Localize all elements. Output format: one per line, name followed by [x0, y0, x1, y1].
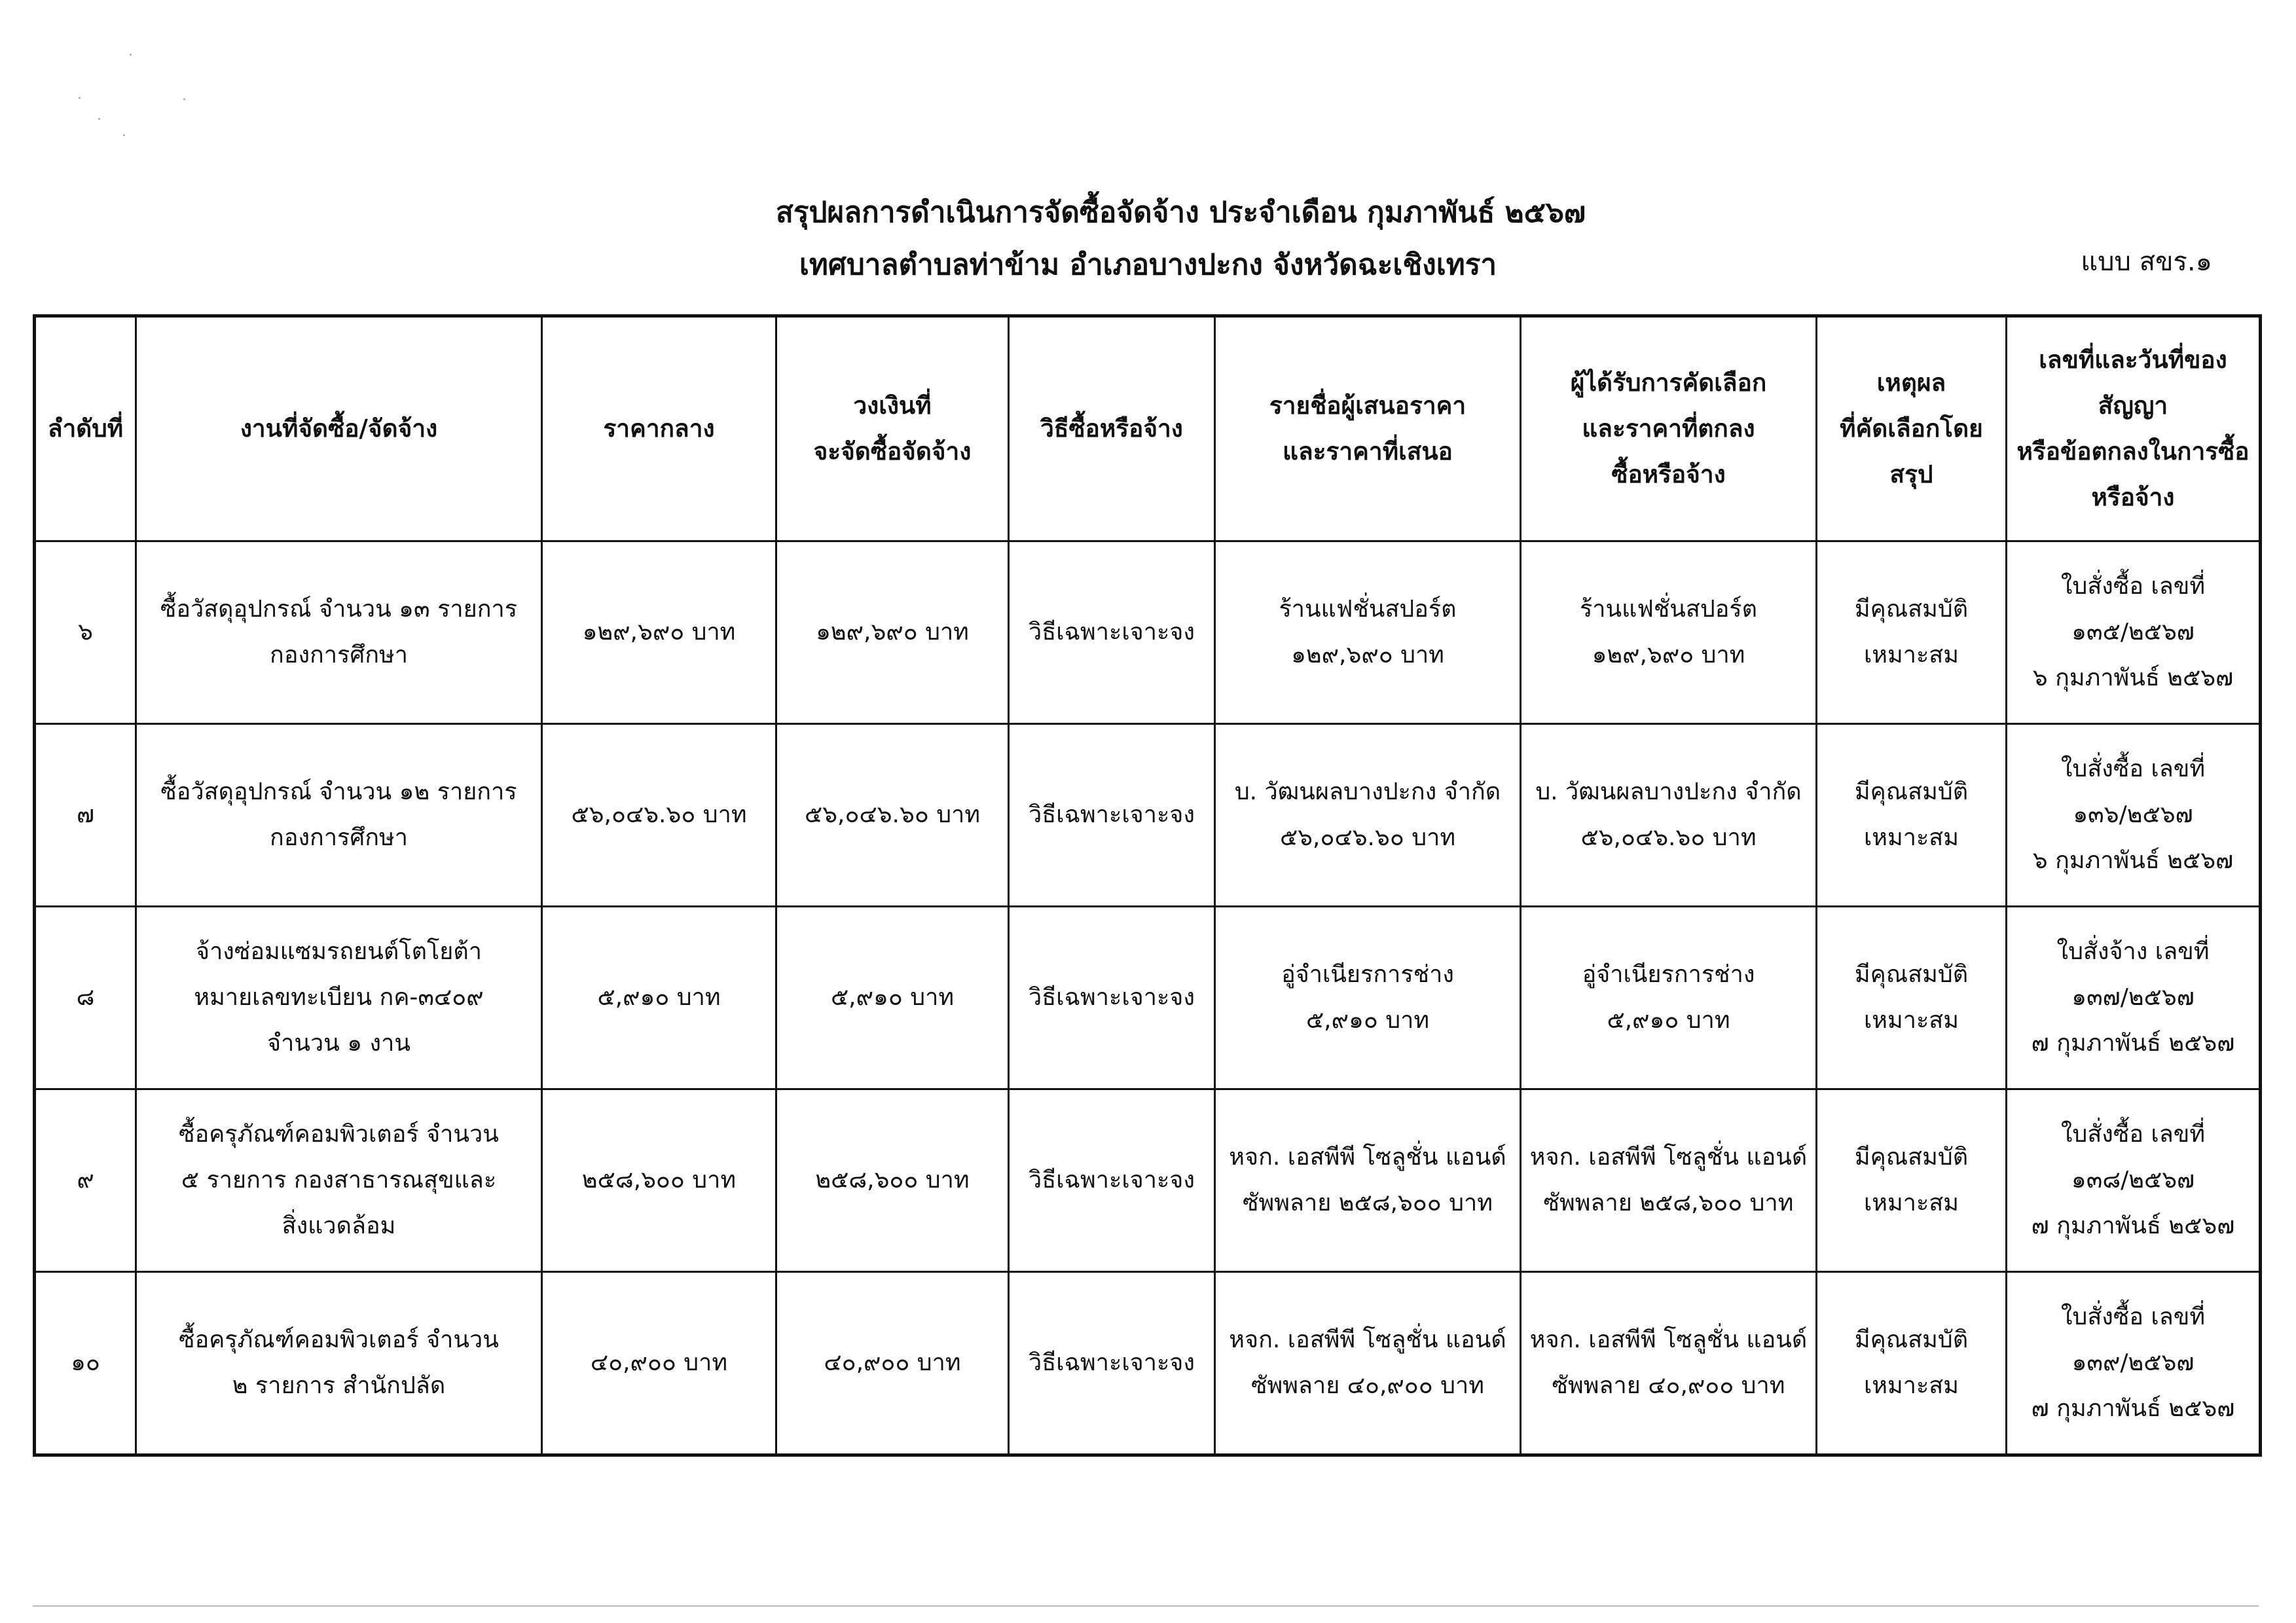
cell-median-price: ๕๖,๐๔๖.๖๐ บาท [542, 724, 776, 907]
cell-winner: หจก. เอสพีพี โซลูชั่น แอนด์ ซัพพลาย ๒๕๘,๖๐๐ บาท [1521, 1089, 1817, 1272]
table-row [35, 541, 2261, 724]
header-cell-contract: เลขที่และวันที่ของ สัญญา หรือข้อตกลงในการซื้อ หรือจ้าง [2007, 316, 2261, 541]
cell-bidders: หจก. เอสพีพี โซลูชั่น แอนด์ ซัพพลาย ๒๕๘,๖๐๐ บาท [1215, 1089, 1521, 1272]
document-title: สรุปผลการดำเนินการจัดซื้อจัดจ้าง ประจำเดือน กุมภาพันธ์ ๒๕๖๗ [776, 196, 1586, 229]
cell-method: วิธีเฉพาะเจาะจง [1009, 1089, 1215, 1272]
cell-winner: หจก. เอสพีพี โซลูชั่น แอนด์ ซัพพลาย ๔๐,๙๐๐ บาท [1521, 1272, 1817, 1455]
cell-no: ๙ [35, 1089, 136, 1272]
cell-no: ๖ [35, 541, 136, 724]
scan-speck [130, 54, 132, 56]
cell-item: จ้างซ่อมแซมรถยนต์โตโยต้า หมายเลขทะเบียน กค-๓๔๐๙ จำนวน ๑ งาน [136, 907, 542, 1089]
cell-item: ซื้อครุภัณฑ์คอมพิวเตอร์ จำนวน ๕ รายการ กองสาธารณสุขและ สิ่งแวดล้อม [136, 1089, 542, 1272]
cell-median-price: ๔๐,๙๐๐ บาท [542, 1272, 776, 1455]
cell-budget: ๒๕๘,๖๐๐ บาท [776, 1089, 1009, 1272]
table-row [35, 907, 2261, 1089]
cell-no: ๗ [35, 724, 136, 907]
scan-speck [183, 98, 185, 100]
cell-method: วิธีเฉพาะเจาะจง [1009, 907, 1215, 1089]
cell-reason: มีคุณสมบัติ เหมาะสม [1817, 541, 2007, 724]
table-row [35, 724, 2261, 907]
header-cell-median-price: ราคากลาง [542, 316, 776, 541]
cell-contract: ใบสั่งซื้อ เลขที่ ๑๓๖/๒๕๖๗ ๖ กุมภาพันธ์ ๒๕๖๗ [2007, 724, 2261, 907]
cell-reason: มีคุณสมบัติ เหมาะสม [1817, 724, 2007, 907]
cell-method: วิธีเฉพาะเจาะจง [1009, 724, 1215, 907]
procurement-table [33, 314, 2262, 1457]
cell-contract: ใบสั่งซื้อ เลขที่ ๑๓๙/๒๕๖๗ ๗ กุมภาพันธ์ ๒๕๖๗ [2007, 1272, 2261, 1455]
table-row [35, 1272, 2261, 1455]
scan-speck [79, 97, 81, 99]
cell-median-price: ๕,๙๑๐ บาท [542, 907, 776, 1089]
table-header-row [35, 316, 2261, 541]
cell-median-price: ๑๒๙,๖๙๐ บาท [542, 541, 776, 724]
cell-bidders: บ. วัฒนผลบางปะกง จำกัด ๕๖,๐๔๖.๖๐ บาท [1215, 724, 1521, 907]
scan-speck [123, 134, 125, 136]
cell-item: ซื้อวัสดุอุปกรณ์ จำนวน ๑๒ รายการ กองการศึกษา [136, 724, 542, 907]
cell-contract: ใบสั่งซื้อ เลขที่ ๑๓๘/๒๕๖๗ ๗ กุมภาพันธ์ ๒๕๖๗ [2007, 1089, 2261, 1272]
cell-budget: ๕๖,๐๔๖.๖๐ บาท [776, 724, 1009, 907]
cell-reason: มีคุณสมบัติ เหมาะสม [1817, 1272, 2007, 1455]
cell-item: ซื้อครุภัณฑ์คอมพิวเตอร์ จำนวน ๒ รายการ สำนักปลัด [136, 1272, 542, 1455]
cell-method: วิธีเฉพาะเจาะจง [1009, 1272, 1215, 1455]
scan-speck [98, 118, 100, 120]
header-cell-no: ลำดับที่ [35, 316, 136, 541]
header-cell-bidders: รายชื่อผู้เสนอราคา และราคาที่เสนอ [1215, 316, 1521, 541]
scan-edge-line [33, 1605, 2259, 1607]
cell-bidders: หจก. เอสพีพี โซลูชั่น แอนด์ ซัพพลาย ๔๐,๙๐๐ บาท [1215, 1272, 1521, 1455]
cell-contract: ใบสั่งจ้าง เลขที่ ๑๓๗/๒๕๖๗ ๗ กุมภาพันธ์ ๒๕๖๗ [2007, 907, 2261, 1089]
form-code: แบบ สขร.๑ [2081, 247, 2212, 277]
header-cell-item: งานที่จัดซื้อ/จัดจ้าง [136, 316, 542, 541]
header-cell-budget: วงเงินที่ จะจัดซื้อจัดจ้าง [776, 316, 1009, 541]
cell-reason: มีคุณสมบัติ เหมาะสม [1817, 1089, 2007, 1272]
table-row [35, 1089, 2261, 1272]
cell-method: วิธีเฉพาะเจาะจง [1009, 541, 1215, 724]
cell-bidders: ร้านแฟชั่นสปอร์ต ๑๒๙,๖๙๐ บาท [1215, 541, 1521, 724]
cell-no: ๑๐ [35, 1272, 136, 1455]
header-cell-method: วิธีซื้อหรือจ้าง [1009, 316, 1215, 541]
cell-budget: ๔๐,๙๐๐ บาท [776, 1272, 1009, 1455]
cell-bidders: อู่จำเนียรการช่าง ๕,๙๑๐ บาท [1215, 907, 1521, 1089]
cell-winner: บ. วัฒนผลบางปะกง จำกัด ๕๖,๐๔๖.๖๐ บาท [1521, 724, 1817, 907]
cell-contract: ใบสั่งซื้อ เลขที่ ๑๓๕/๒๕๖๗ ๖ กุมภาพันธ์ ๒๕๖๗ [2007, 541, 2261, 724]
cell-winner: ร้านแฟชั่นสปอร์ต ๑๒๙,๖๙๐ บาท [1521, 541, 1817, 724]
cell-budget: ๕,๙๑๐ บาท [776, 907, 1009, 1089]
cell-item: ซื้อวัสดุอุปกรณ์ จำนวน ๑๓ รายการ กองการศึกษา [136, 541, 542, 724]
cell-budget: ๑๒๙,๖๙๐ บาท [776, 541, 1009, 724]
cell-reason: มีคุณสมบัติ เหมาะสม [1817, 907, 2007, 1089]
cell-no: ๘ [35, 907, 136, 1089]
header-cell-reason: เหตุผล ที่คัดเลือกโดย สรุป [1817, 316, 2007, 541]
header-cell-winner: ผู้ได้รับการคัดเลือก และราคาที่ตกลง ซื้อหรือจ้าง [1521, 316, 1817, 541]
cell-median-price: ๒๕๘,๖๐๐ บาท [542, 1089, 776, 1272]
document-subtitle: เทศบาลตำบลท่าข้าม อำเภอบางปะกง จังหวัดฉะเชิงเทรา [799, 248, 1497, 282]
cell-winner: อู่จำเนียรการช่าง ๕,๙๑๐ บาท [1521, 907, 1817, 1089]
